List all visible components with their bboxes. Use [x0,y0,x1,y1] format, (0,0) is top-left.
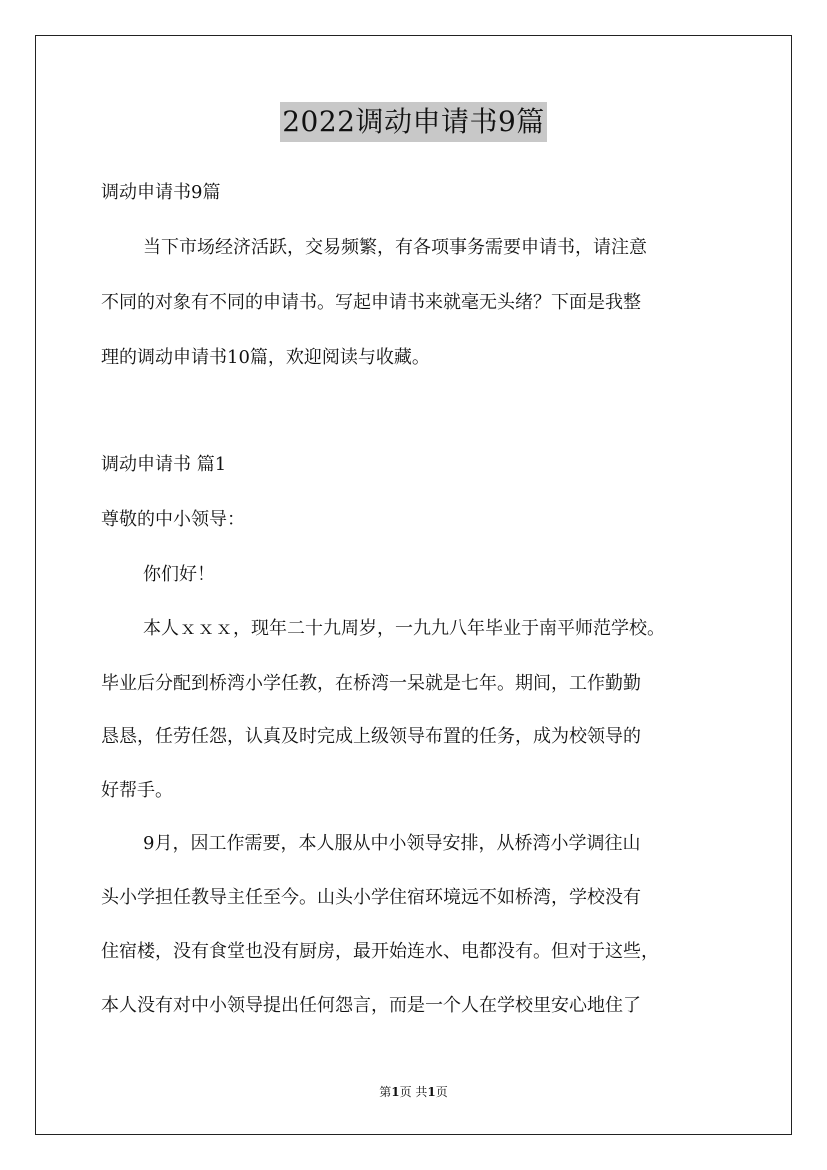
greeting: 你们好！ [143,564,215,585]
footer-page-prefix: 第 [379,1085,392,1099]
footer-page-mid: 页 共 [399,1085,428,1099]
title-container [0,102,827,142]
paragraph-line: 本人ｘｘｘ，现年二十九周岁，一九九八年毕业于南平师范学校。 [143,618,665,639]
salutation: 尊敬的中小领导： [101,509,245,530]
document-title: 2022调动申请书9篇 [280,102,547,142]
paragraph-line: 住宿楼，没有食堂也没有厨房，最开始连水、电都没有。但对于这些， [101,941,659,962]
page-footer [0,1084,827,1100]
document-subtitle: 调动申请书9篇 [101,182,221,203]
paragraph-line: 本人没有对中小领导提出任何怨言，而是一个人在学校里安心地住了 [101,995,641,1016]
paragraph-line: 好帮手。 [101,780,173,801]
section-heading: 调动申请书 篇1 [101,454,227,475]
footer-page-total: 1 [427,1085,436,1099]
paragraph-line: 头小学担任教导主任至今。山头小学住宿环境远不如桥湾，学校没有 [101,887,641,908]
footer-page-suffix: 页 [435,1085,448,1099]
paragraph-line: 理的调动申请书10篇，欢迎阅读与收藏。 [101,347,430,368]
footer-page-number: 1 [391,1085,400,1099]
paragraph-line: 不同的对象有不同的申请书。写起申请书来就毫无头绪？下面是我整 [101,292,641,313]
paragraph-line: 当下市场经济活跃，交易频繁，有各项事务需要申请书，请注意 [143,237,647,258]
paragraph-line: 毕业后分配到桥湾小学任教，在桥湾一呆就是七年。期间，工作勤勤 [101,673,641,694]
paragraph-line: 9月，因工作需要，本人服从中小领导安排，从桥湾小学调往山 [143,833,641,854]
paragraph-line: 恳恳，任劳任怨，认真及时完成上级领导布置的任务，成为校领导的 [101,726,641,747]
